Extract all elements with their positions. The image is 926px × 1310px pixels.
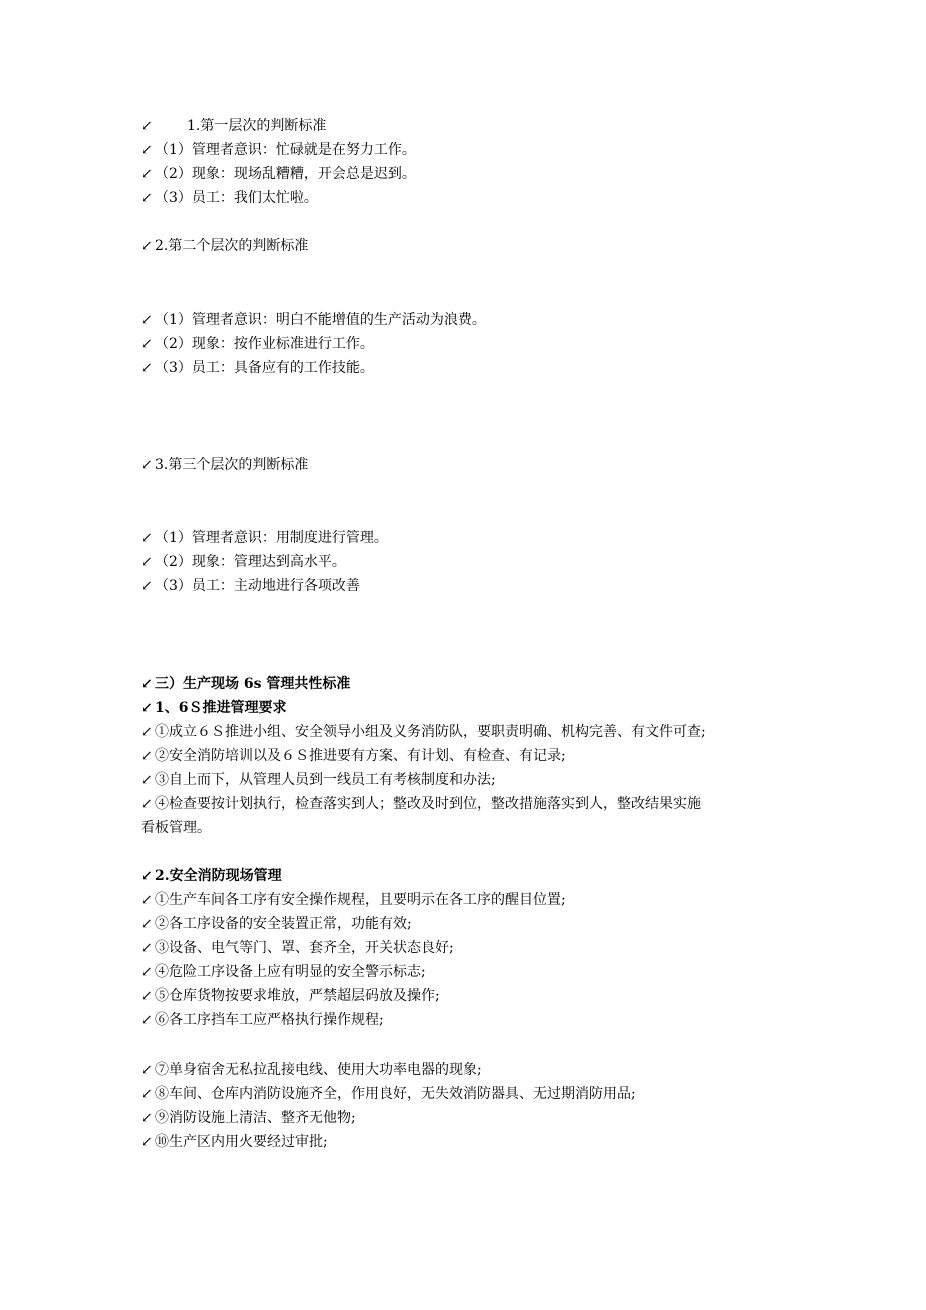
arrow-mark-icon: ↙ <box>141 940 153 956</box>
list-item: ↙ （3）员工：主动地进行各项改善 <box>141 578 360 594</box>
continuation-text: 看板管理。 <box>141 820 211 836</box>
arrow-mark-icon: ↙ <box>141 312 153 328</box>
arrow-mark-icon: ↙ <box>141 964 153 980</box>
level3-title-line <box>141 455 308 475</box>
arrow-mark-icon: ↙ <box>141 554 153 570</box>
list-item: ↙ ⑦单身宿舍无私拉乱接电线、使用大功率电器的现象; <box>141 1062 482 1078</box>
list-item: ↙ ②各工序设备的安全装置正常，功能有效; <box>141 916 412 932</box>
list-item: ↙ （1）管理者意识：用制度进行管理。 <box>141 530 388 546</box>
sub2-title-line <box>141 866 282 886</box>
list-item: ↙ ⑤仓库货物按要求堆放，严禁超层码放及操作; <box>141 988 440 1004</box>
list-item: ↙ ⑩生产区内用火要经过审批; <box>141 1134 328 1150</box>
arrow-mark-icon: ↙ <box>141 892 153 908</box>
arrow-mark-icon: ↙ <box>141 190 153 206</box>
list-item: ↙ （3）员工：具备应有的工作技能。 <box>141 360 374 376</box>
list-item: ↙ ③设备、电气等门、罩、套齐全，开关状态良好; <box>141 940 454 956</box>
arrow-mark-icon: ↙ <box>141 916 153 932</box>
list-item: ↙ （3）员工：我们太忙啦。 <box>141 190 318 206</box>
level3-title: 3.第三个层次的判断标准 <box>155 457 309 473</box>
arrow-mark-icon: ↙ <box>141 530 153 546</box>
list-item: ↙ （2）现象：现场乱糟糟，开会总是迟到。 <box>141 166 416 182</box>
arrow-mark-icon: ↙ <box>141 772 153 788</box>
list-item: ↙ ③自上而下，从管理人员到一线员工有考核制度和办法; <box>141 772 496 788</box>
section3-title-line <box>141 674 350 694</box>
list-item: ↙ （2）现象：管理达到高水平。 <box>141 554 346 570</box>
arrow-mark-icon: ↙ <box>141 238 153 254</box>
list-item: ↙ ①成立６Ｓ推进小组、安全领导小组及义务消防队，要职责明确、机构完善、有文件可查; <box>141 724 706 740</box>
arrow-mark-icon: ↙ <box>141 457 153 473</box>
arrow-mark-icon: ↙ <box>141 336 153 352</box>
section3-title: 三）生产现场 6s 管理共性标准 <box>155 676 351 692</box>
list-item: ↙ ⑧车间、仓库内消防设施齐全，作用良好，无失效消防器具、无过期消防用品; <box>141 1086 636 1102</box>
arrow-mark-icon: ↙ <box>141 724 153 740</box>
arrow-mark-icon: ↙ <box>141 1012 153 1028</box>
arrow-mark-icon: ↙ <box>141 868 153 884</box>
arrow-mark-icon: ↙ <box>141 796 153 812</box>
list-item: ↙ （1）管理者意识：忙碌就是在努力工作。 <box>141 142 416 158</box>
arrow-mark-icon: ↙ <box>141 748 153 764</box>
list-item: ↙ ②安全消防培训以及６Ｓ推进要有方案、有计划、有检查、有记录; <box>141 748 566 764</box>
level2-title-line <box>141 236 308 256</box>
sub1-title: 1、6Ｓ推进管理要求 <box>155 700 287 716</box>
sub2-title: 2.安全消防现场管理 <box>155 868 282 884</box>
level2-title: 2.第二个层次的判断标准 <box>155 238 309 254</box>
arrow-mark-icon: ↙ <box>141 360 153 376</box>
arrow-mark-icon: ↙ <box>141 142 153 158</box>
list-item: ↙ ④检查要按计划执行，检查落实到人；整改及时到位，整改措施落实到人，整改结果实施 <box>141 796 701 812</box>
level1-title: 1.第一层次的判断标准 <box>187 118 327 134</box>
list-item: ↙ （1）管理者意识：明白不能增值的生产活动为浪费。 <box>141 312 486 328</box>
arrow-mark-icon: ↙ <box>141 166 153 182</box>
arrow-mark-icon: ↙ <box>141 578 153 594</box>
arrow-mark-icon: ↙ <box>141 1134 153 1150</box>
sub1-title-line <box>141 698 286 718</box>
list-item: ↙ ④危险工序设备上应有明显的安全警示标志; <box>141 964 426 980</box>
list-item: ↙ ⑥各工序挡车工应严格执行操作规程; <box>141 1012 384 1028</box>
list-item: ↙ ⑨消防设施上清洁、整齐无他物; <box>141 1110 356 1126</box>
list-item: ↙ （2）现象：按作业标准进行工作。 <box>141 336 374 352</box>
arrow-mark-icon: ↙ <box>141 988 153 1004</box>
arrow-mark-icon: ↙ <box>141 118 153 134</box>
list-item: ↙ ①生产车间各工序有安全操作规程，且要明示在各工序的醒目位置; <box>141 892 566 908</box>
arrow-mark-icon: ↙ <box>141 1110 153 1126</box>
arrow-mark-icon: ↙ <box>141 676 153 692</box>
arrow-mark-icon: ↙ <box>141 1086 153 1102</box>
arrow-mark-icon: ↙ <box>141 1062 153 1078</box>
level1-title-line <box>141 116 326 136</box>
arrow-mark-icon: ↙ <box>141 700 153 716</box>
